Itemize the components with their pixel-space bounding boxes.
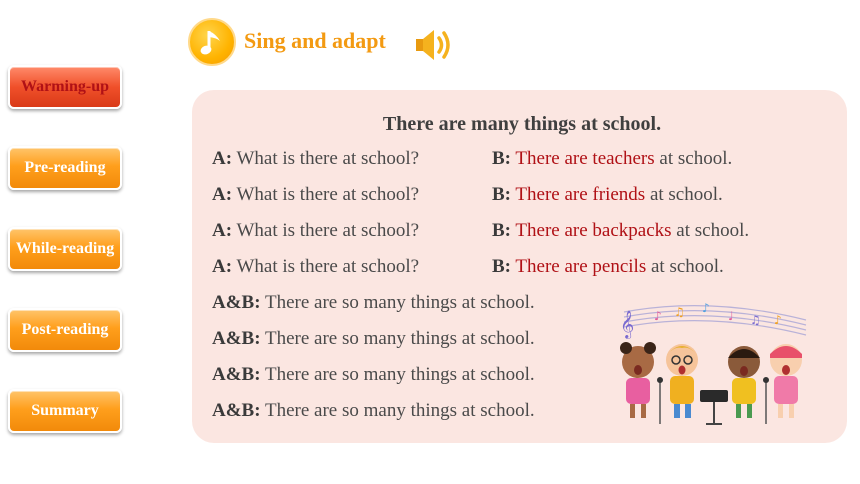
singing-children-illustration xyxy=(610,298,810,433)
speaker-a-label: A: xyxy=(212,256,233,277)
answer xyxy=(492,184,723,206)
nav-post-reading-button[interactable]: Post-reading xyxy=(8,308,122,352)
chorus-label: A&B: xyxy=(212,364,261,385)
speaker-a-label: A: xyxy=(212,184,233,205)
question-text: What is there at school? xyxy=(236,184,420,205)
dialogue-line-1 xyxy=(212,148,733,170)
nav-warming-up-button[interactable]: Warming-up xyxy=(8,65,122,109)
nav-summary-button[interactable]: Summary xyxy=(8,389,122,433)
page-title: Sing and adapt xyxy=(244,28,386,53)
speaker-b-label: B: xyxy=(492,184,511,205)
svg-text:♪: ♪ xyxy=(774,313,782,327)
nav-while-reading-button[interactable]: While-reading xyxy=(8,227,122,271)
chorus-text: There are so many things at school. xyxy=(264,328,535,349)
dialogue-line-2 xyxy=(212,184,723,206)
question-text: What is there at school? xyxy=(236,256,420,277)
svg-text:♩: ♩ xyxy=(728,309,734,323)
dialogue-line-4 xyxy=(212,256,724,278)
dialogue-line-3 xyxy=(212,220,750,242)
answer-rest: at school. xyxy=(676,220,750,241)
answer-highlight: There are backpacks xyxy=(515,220,672,241)
answer xyxy=(492,220,749,242)
chorus-line-2 xyxy=(212,328,535,350)
answer-highlight: There are teachers xyxy=(515,148,655,169)
question-text: What is there at school? xyxy=(236,148,420,169)
speaker-a-label: A: xyxy=(212,220,233,241)
question-text: What is there at school? xyxy=(236,220,420,241)
svg-text:♫: ♫ xyxy=(674,305,685,319)
answer-rest: at school. xyxy=(649,184,723,205)
panel-heading: There are many things at school. xyxy=(382,113,662,135)
chorus-text: There are so many things at school. xyxy=(264,292,535,313)
answer-highlight: There are pencils xyxy=(515,256,647,277)
chorus-line-1 xyxy=(212,292,535,314)
speaker-b-label: B: xyxy=(492,220,511,241)
speaker-b-label: B: xyxy=(492,256,511,277)
speaker-b-label: B: xyxy=(492,148,511,169)
chorus-line-4 xyxy=(212,400,535,422)
speaker-icon[interactable] xyxy=(414,27,458,68)
chorus-text: There are so many things at school. xyxy=(264,400,535,421)
chorus-label: A&B: xyxy=(212,400,261,421)
nav-pre-reading-button[interactable]: Pre-reading xyxy=(8,146,122,190)
chorus-label: A&B: xyxy=(212,328,261,349)
svg-text:♪: ♪ xyxy=(654,309,662,323)
svg-text:♪: ♪ xyxy=(702,301,710,315)
speaker-a-label: A: xyxy=(212,148,233,169)
answer xyxy=(492,148,732,170)
answer-highlight: There are friends xyxy=(515,184,646,205)
chorus-label: A&B: xyxy=(212,292,261,313)
answer-rest: at school. xyxy=(650,256,724,277)
chorus-line-3 xyxy=(212,364,535,386)
chorus-text: There are so many things at school. xyxy=(264,364,535,385)
answer-rest: at school. xyxy=(659,148,733,169)
answer xyxy=(492,256,724,278)
music-note-icon xyxy=(188,18,236,66)
svg-text:𝄞: 𝄞 xyxy=(620,310,635,338)
svg-text:♫: ♫ xyxy=(750,313,761,327)
